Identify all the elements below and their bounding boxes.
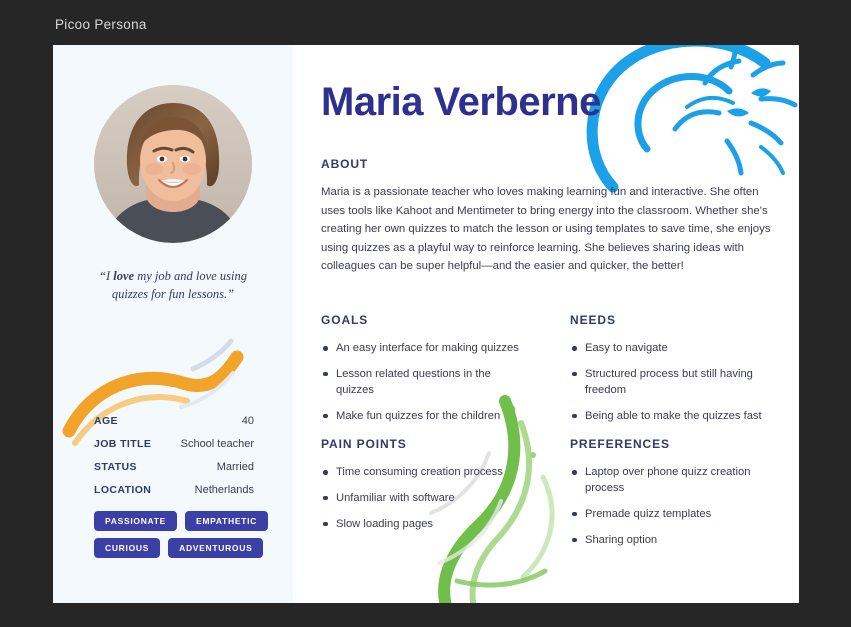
list-item: Make fun quizzes for the children (321, 409, 531, 425)
avatar (94, 85, 252, 243)
list-item: Lesson related questions in the quizzes (321, 367, 531, 399)
quote-emphasis: love (113, 269, 135, 283)
trait-tag: CURIOUS (94, 538, 160, 558)
portrait-photo-icon (94, 85, 252, 243)
list-item: Structured process but still having freedom (570, 367, 785, 399)
fact-value: Netherlands (194, 484, 254, 496)
fact-label: JOB TITLE (94, 438, 152, 450)
persona-name: Maria Verberne (321, 80, 601, 124)
list-item: Laptop over phone quizz creation process (570, 465, 785, 497)
needs-list (570, 341, 785, 425)
list-item: Easy to navigate (570, 341, 785, 357)
pain-points-list (321, 465, 531, 533)
fact-row (94, 461, 254, 473)
goals-list (321, 341, 531, 425)
quote-rest: my job and love using quizzes for fun lessons.” (111, 269, 247, 302)
list-item: An easy interface for making quizzes (321, 341, 531, 357)
list-item: Unfamiliar with software (321, 491, 531, 507)
fact-label: AGE (94, 415, 118, 427)
list-item: Time consuming creation process (321, 465, 531, 481)
fact-label: LOCATION (94, 484, 152, 496)
trait-tag: EMPATHETIC (185, 511, 268, 531)
fact-row (94, 484, 254, 496)
quote-prefix: “I (99, 269, 114, 283)
persona-quote (91, 267, 255, 303)
persona-facts-list (94, 415, 254, 507)
fact-value: Married (216, 461, 254, 473)
persona-right-panel (293, 45, 799, 603)
list-item: Being able to make the quizzes fast (570, 409, 785, 425)
list-item: Slow loading pages (321, 517, 531, 533)
about-heading: ABOUT (321, 157, 369, 171)
goals-section (321, 313, 531, 435)
needs-heading: NEEDS (570, 313, 616, 327)
trait-tag: ADVENTUROUS (168, 538, 263, 558)
pain-points-heading: PAIN POINTS (321, 437, 407, 451)
persona-left-panel (53, 45, 293, 603)
fact-value: School teacher (180, 438, 254, 450)
needs-section (570, 313, 785, 435)
persona-card (53, 45, 799, 603)
preferences-section (570, 437, 785, 559)
goals-heading: GOALS (321, 313, 369, 327)
trait-tag: PASSIONATE (94, 511, 177, 531)
persona-trait-tags (94, 511, 284, 558)
about-body: Maria is a passionate teacher who loves making learning fun and interactive. She often uses tools like Kahoot and Mentimeter to bring energy into the classroom. Whether she's creating her own quizzes to match the lesson or using templates to save time, she enjoys using quizzes as a playful way to reinforce learning. She believes sharing ideas with colleagues can be super helpful—and the easier and quicker, the better! (321, 186, 771, 273)
document-title: Picoo Persona (55, 17, 147, 32)
preferences-list (570, 465, 785, 549)
list-item: Premade quizz templates (570, 507, 785, 523)
fact-row (94, 415, 254, 427)
preferences-heading: PREFERENCES (570, 437, 670, 451)
fact-row (94, 438, 254, 450)
about-section (321, 157, 773, 276)
fact-value: 40 (241, 415, 254, 427)
list-item: Sharing option (570, 533, 785, 549)
pain-points-section (321, 437, 531, 543)
fact-label: STATUS (94, 461, 137, 473)
